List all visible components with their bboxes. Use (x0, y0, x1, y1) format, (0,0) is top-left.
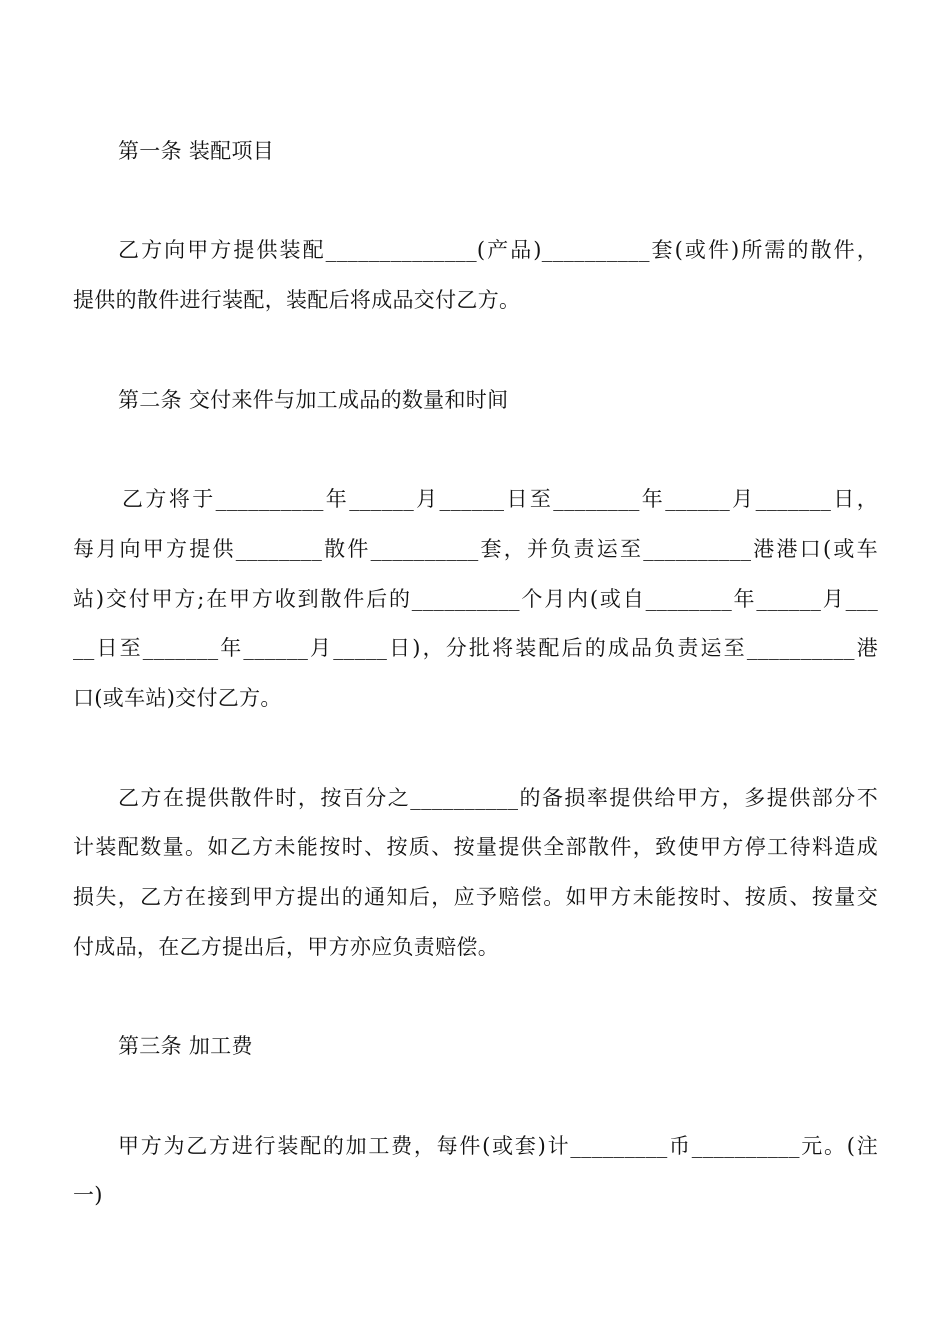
section-1-heading: 第一条 装配项目 (118, 139, 275, 163)
section-2-paragraph-2-line-3: 损失，乙方在接到甲方提出的通知后，应予赔偿。如甲方未能按时、按质、按量交 (73, 885, 878, 909)
section-3-paragraph-line-2: 一) (73, 1183, 103, 1207)
section-2-heading: 第二条 交付来件与加工成品的数量和时间 (118, 388, 509, 412)
section-2-paragraph-1-line-3: 站)交付甲方;在甲方收到散件后的__________个月内(或自________年______月___ (73, 587, 878, 611)
section-2-paragraph-2-line-4: 付成品，在乙方提出后，甲方亦应负责赔偿。 (73, 935, 499, 959)
section-2-paragraph-2-line-1: 乙方在提供散件时，按百分之__________的备损率提供给甲方，多提供部分不 (118, 786, 878, 810)
section-3-paragraph-line-1: 甲方为乙方进行装配的加工费，每件(或套)计_________币__________元。(注 (118, 1134, 878, 1158)
section-2-paragraph-1-line-4: __日至_______年______月_____日)，分批将装配后的成品负责运至__________港 (73, 636, 878, 660)
section-2-paragraph-1-line-2: 每月向甲方提供________散件__________套，并负责运至__________港港口(或车 (73, 537, 878, 561)
section-2-paragraph-2-line-2: 计装配数量。如乙方未能按时、按质、按量提供全部散件，致使甲方停工待料造成 (73, 835, 878, 859)
section-2-paragraph-1-line-1: 乙方将于__________年______月______日至________年______月_______日， (122, 487, 878, 511)
section-1-paragraph-line-1: 乙方向甲方提供装配______________(产品)__________套(或件)所需的散件， (118, 238, 878, 262)
section-3-heading: 第三条 加工费 (118, 1034, 253, 1058)
section-1-paragraph-line-2: 提供的散件进行装配，装配后将成品交付乙方。 (73, 288, 521, 312)
section-2-paragraph-1-line-5: 口(或车站)交付乙方。 (73, 686, 282, 710)
